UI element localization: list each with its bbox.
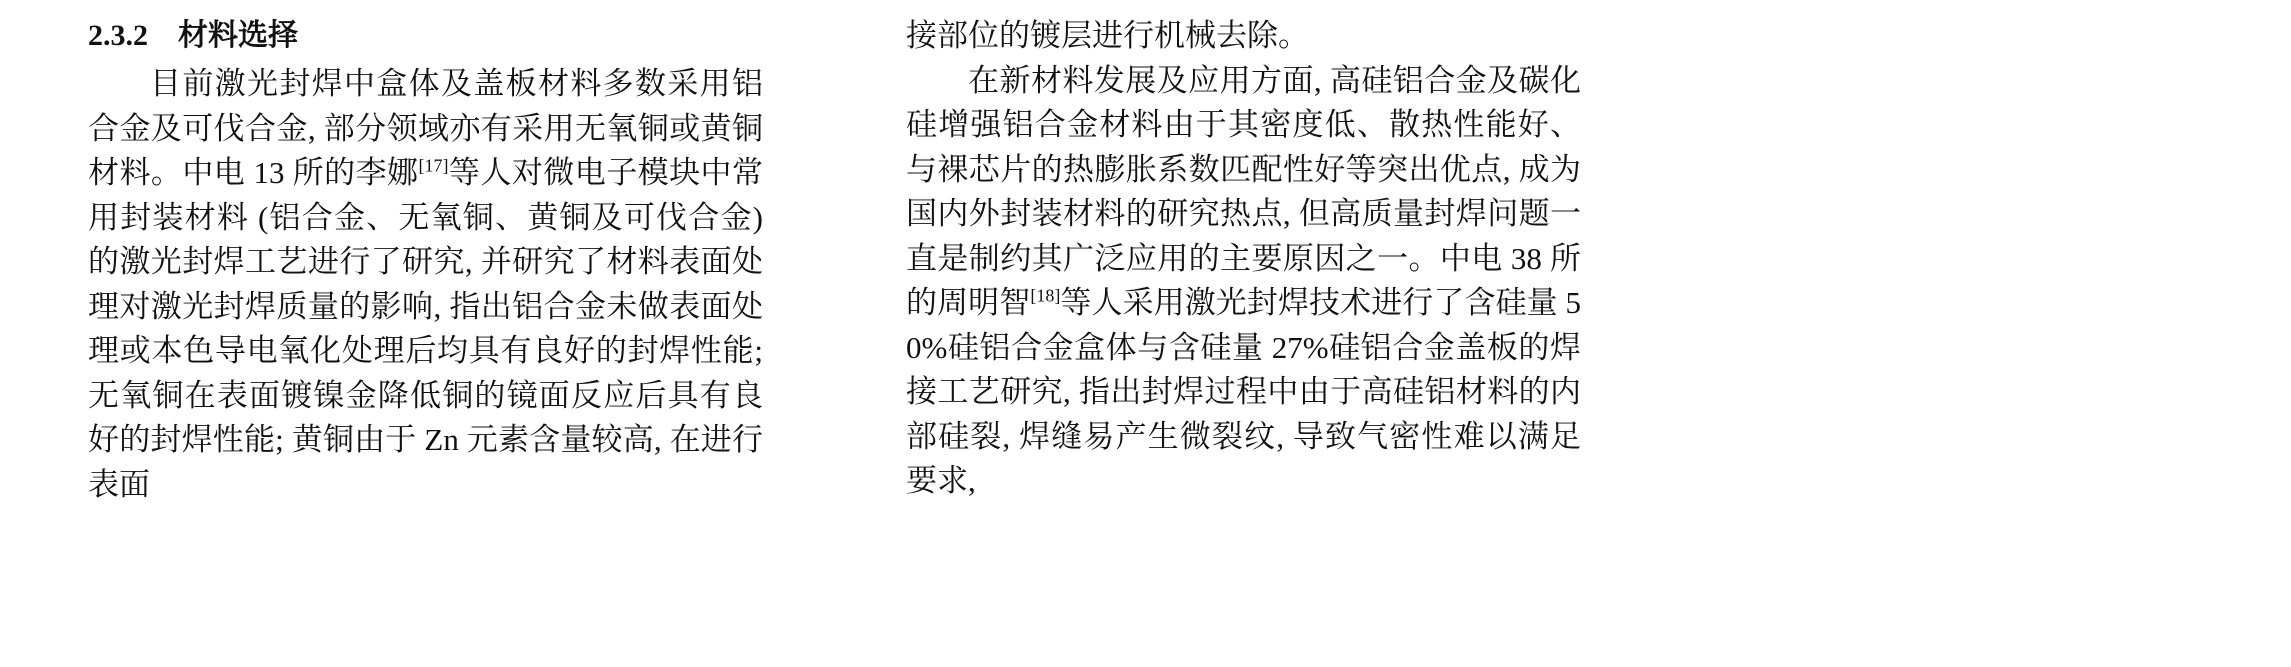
citation-reference-18: [18] (1030, 285, 1061, 306)
paragraph-continued: 接部位的镀层进行机械去除。 (906, 18, 1309, 53)
paragraph-text-after-citation: 等人采用激光封焊技术进行了含硅量 50%硅铝合金盒体与含硅量 27%硅铝合金盖板的焊接工艺研究, 指出封焊过程中由于高硅铝材料的内部硅裂, 焊缝易产生微裂纹, 导致气密性难以满足要求, (906, 285, 1582, 498)
paragraph-material-selection (88, 62, 763, 507)
paragraph-new-materials (906, 59, 1581, 504)
right-column (906, 14, 1581, 667)
paragraph-text-after-citation: 等人对微电子模块中常用封装材料 (铝合金、无氧铜、黄铜及可伐合金) 的激光封焊工艺进行了研究, 并研究了材料表面处理对激光封焊质量的影响, 指出铝合金未做表面处理或本色导电氧化处理后均具有良好的封焊性能; 无氧铜在表面镀镍金降低铜的镜面反应后具有良好的封焊性能; 黄铜由于 Zn 元素含量较高, 在进行表面 (88, 155, 764, 502)
section-heading: 2.3.2 材料选择 (88, 19, 298, 52)
paragraph-text-before-citation: 目前激光封焊中盒体及盖板材料多数采用铝合金及可伐合金, 部分领域亦有采用无氧铜或黄铜材料。中电 13 所的李娜 (88, 66, 763, 190)
left-column (88, 14, 763, 667)
citation-reference-17: [17] (418, 155, 449, 176)
paragraph-text-before-citation: 在新材料发展及应用方面, 高硅铝合金及碳化硅增强铝合金材料由于其密度低、散热性能好、与裸芯片的热膨胀系数匹配性好等突出优点, 成为国内外封装材料的研究热点, 但高质量封焊问题一直是制约其广泛应用的主要原因之一。中电 38 所的周明智 (906, 62, 1581, 320)
